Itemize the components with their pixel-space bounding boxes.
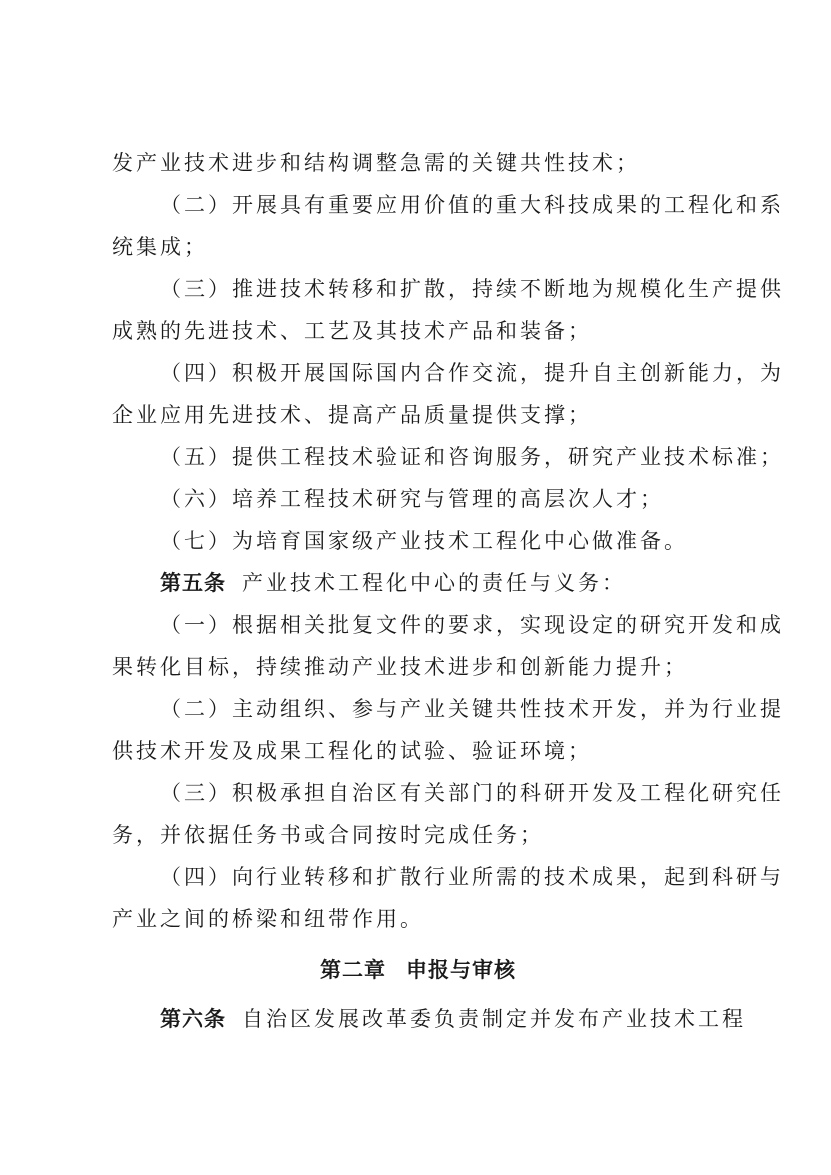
paragraph-line: 产业之间的桥梁和纽带作用。 (112, 907, 424, 931)
paragraph-line: 统集成； (112, 235, 208, 259)
list-item-7: （七）为培育国家级产业技术工程化中心做准备。 (160, 529, 688, 553)
chapter-heading (112, 944, 724, 996)
duty-item-4: （四）向行业转移和扩散行业所需的技术成果，起到科研与 (160, 865, 784, 889)
duty-item-1: （一）根据相关批复文件的要求，实现设定的研究开发和成 (160, 613, 784, 637)
paragraph-line: 成熟的先进技术、工艺及其技术产品和装备； (112, 319, 592, 343)
paragraph-line: 务，并依据任务书或合同按时完成任务； (112, 823, 544, 847)
list-item-4: （四）积极开展国际国内合作交流，提升自主创新能力，为 (160, 361, 784, 385)
paragraph-line: 果转化目标，持续推动产业技术进步和创新能力提升； (112, 655, 688, 679)
duty-item-2: （二）主动组织、参与产业关键共性技术开发，并为行业提 (160, 697, 784, 721)
document-page (112, 142, 784, 1040)
chapter-number: 第二章 (320, 958, 386, 982)
article-5-heading: 第五条 (160, 571, 226, 595)
article-5-text: 产业技术工程化中心的责任与义务： (242, 571, 626, 595)
article-6-heading: 第六条 (160, 1007, 226, 1031)
list-item-3: （三）推进技术转移和扩散，持续不断地为规模化生产提供 (160, 277, 784, 301)
list-item-5: （五）提供工程技术验证和咨询服务，研究产业技术标准； (160, 445, 784, 469)
duty-item-3: （三）积极承担自治区有关部门的科研开发及工程化研究任 (160, 781, 784, 805)
paragraph-line: 供技术开发及成果工程化的试验、验证环境； (112, 739, 592, 763)
chapter-title: 申报与审核 (406, 958, 516, 982)
article-6-text: 自治区发展改革委负责制定并发布产业技术工程 (242, 1007, 746, 1031)
list-item-6: （六）培养工程技术研究与管理的高层次人才； (160, 487, 664, 511)
list-item-2: （二）开展具有重要应用价值的重大科技成果的工程化和系 (160, 193, 784, 217)
article-5 (112, 562, 724, 604)
paragraph-line: 企业应用先进技术、提高产品质量提供支撑； (112, 403, 592, 427)
paragraph-line: 发产业技术进步和结构调整急需的关键共性技术； (112, 151, 640, 175)
article-6 (112, 998, 746, 1040)
